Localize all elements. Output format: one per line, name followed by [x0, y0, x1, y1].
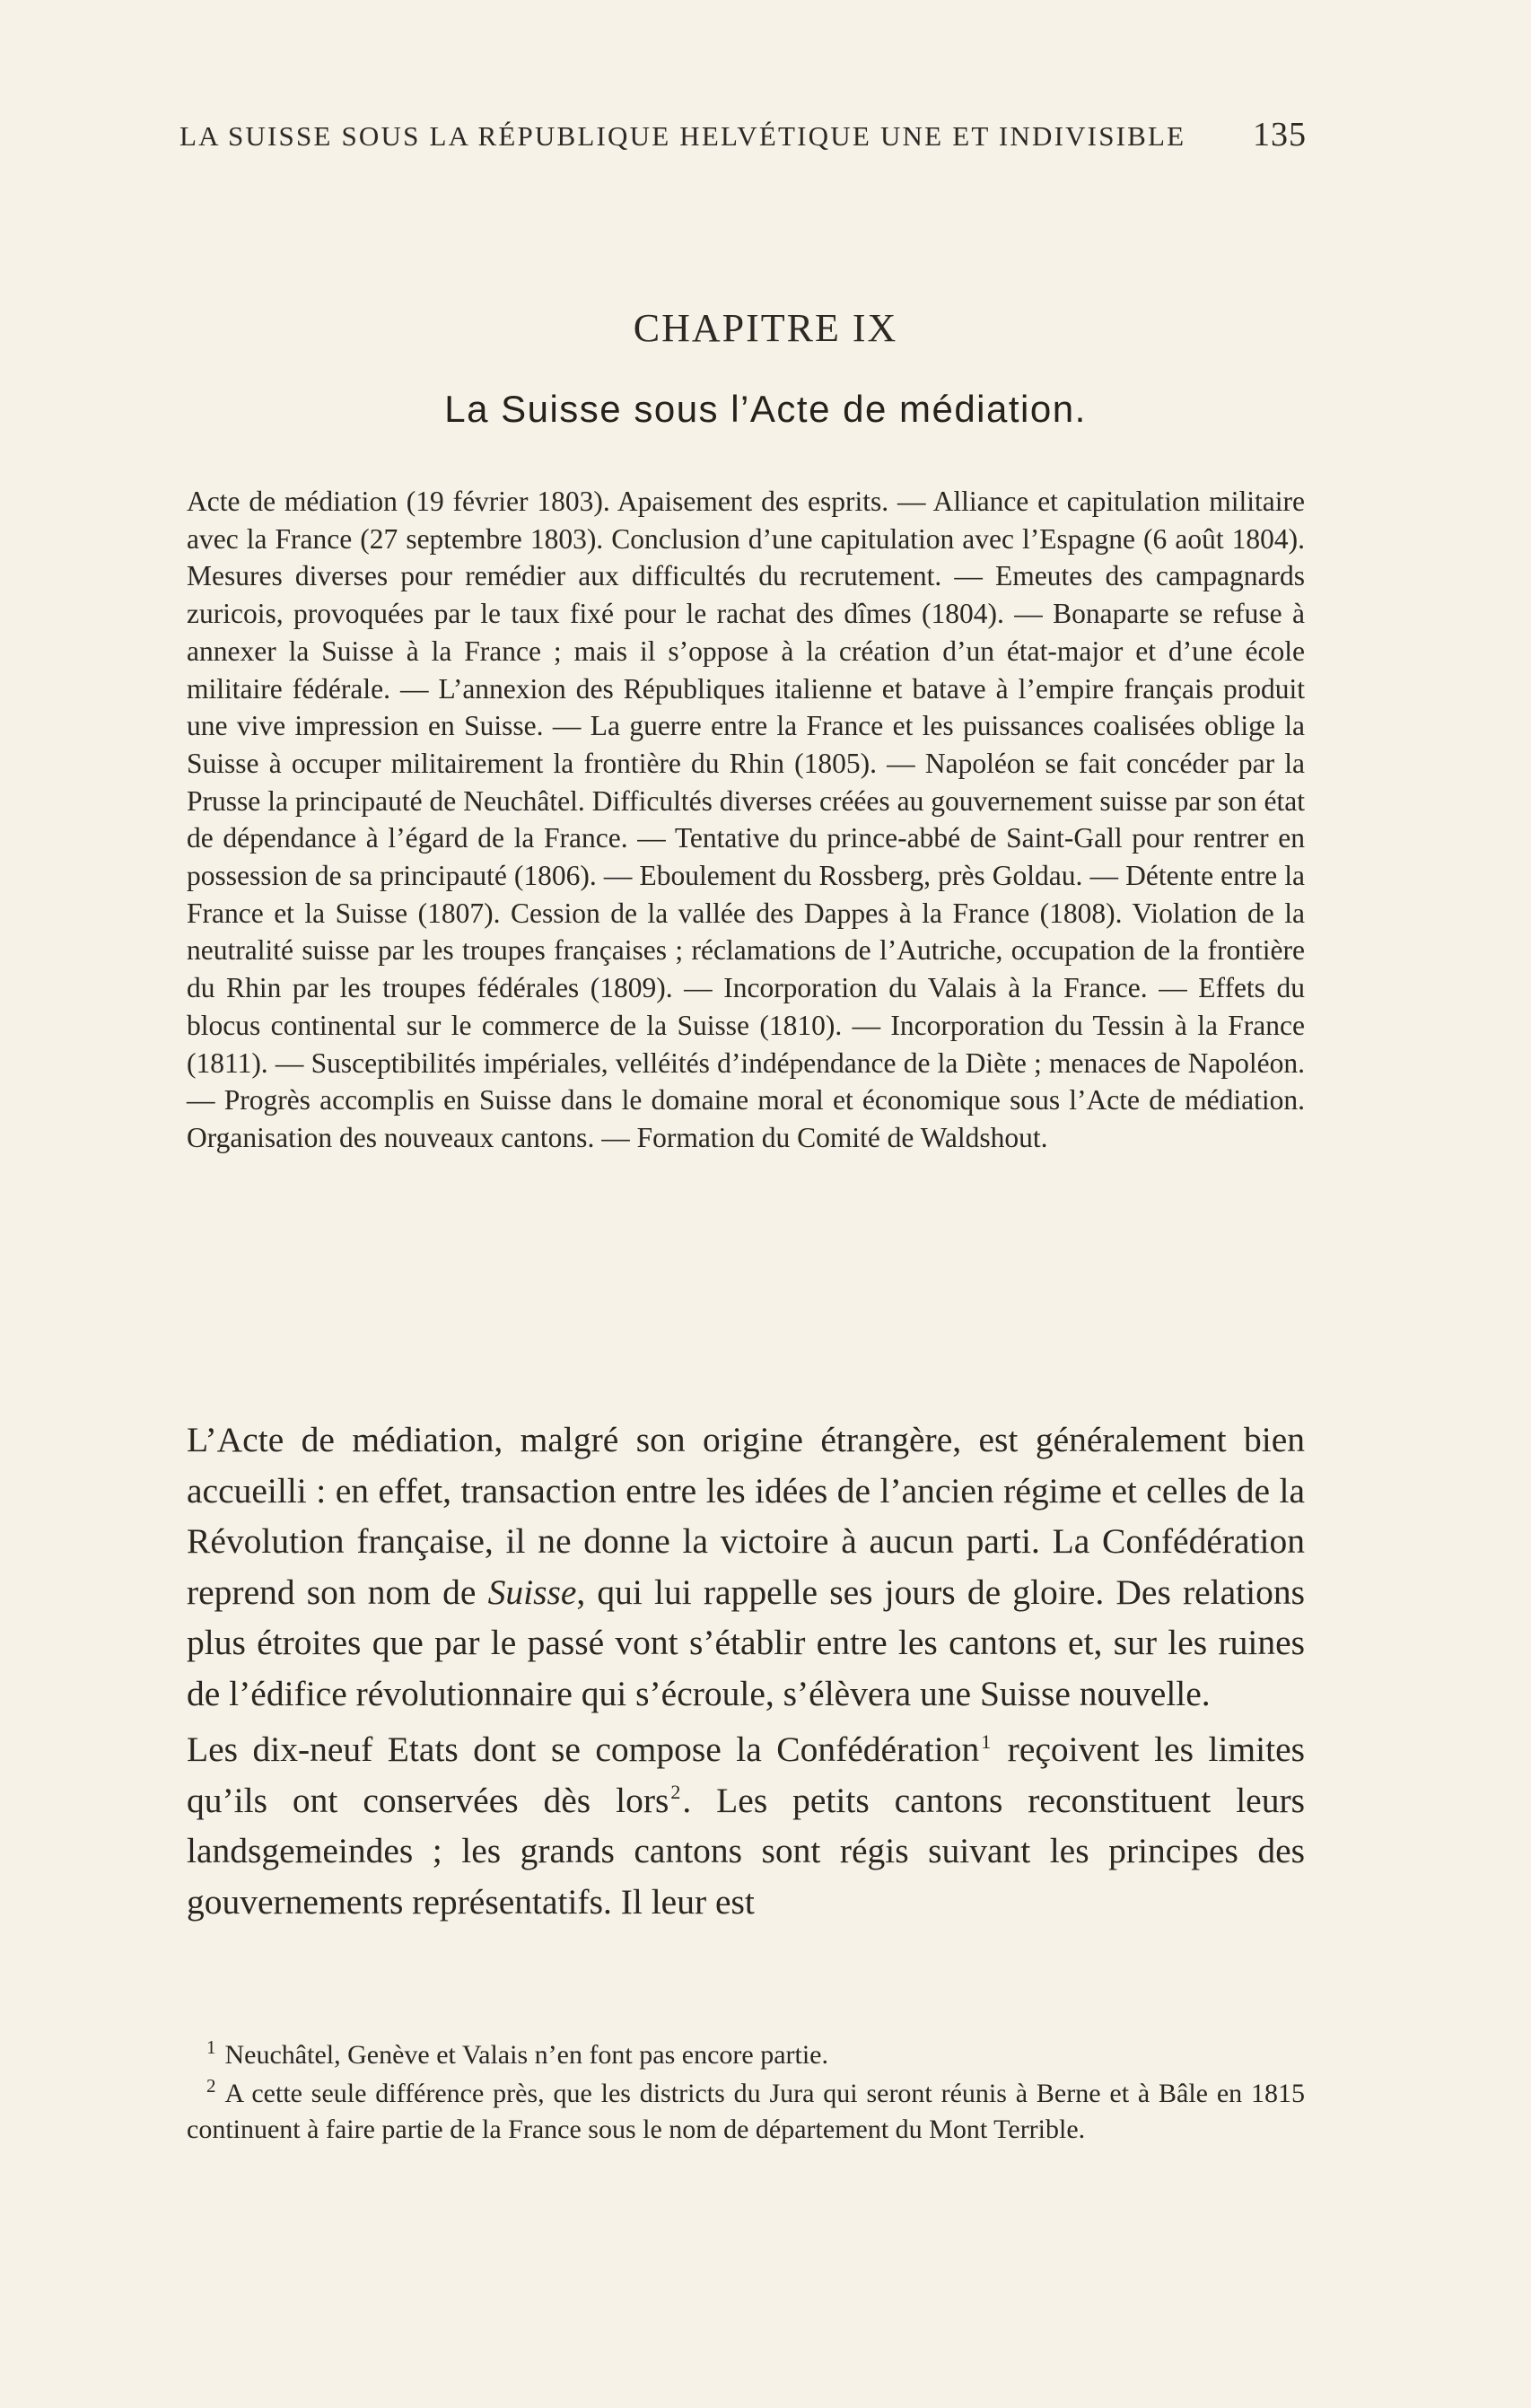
body-paragraph-2-part-2: reçoivent les limites qu’ils ont conservées dès lors [187, 1729, 1305, 1820]
body-paragraph-2 [187, 1724, 1305, 1927]
body-paragraph-1-end: , qui lui rappelle ses jours de gloire. Des relations plus étroites que par le passé vont s’établir entre les cantons et, sur les ruines de l’édifice révolutionnaire qui s’écroule, s’élèvera une Suisse nouvelle. [187, 1572, 1306, 1713]
footnote-1: 1 Neuchâtel, Genève et Valais n’en font pas encore partie. [206, 2036, 828, 2070]
body-text [187, 1414, 1305, 1927]
chapter-summary: Acte de médiation (19 février 1803). Apaisement des esprits. — Alliance et capitulation militaire avec la France (27 septembre 1803). Conclusion d’une capitulation avec l’Espagne (6 août 1804). Mesures diverses pour remédier aux difficultés du recrutement. — Emeutes des campagnards zuricois, provoquées par le taux fixé pour le rachat des dîmes (1804). — Bonaparte se refuse à annexer la Suisse à la France ; mais il s’oppose à la création d’un état-major et d’une école militaire fédérale. — L’annexion des Républiques italienne et batave à l’empire français produit une vive impression en Suisse. — La guerre entre la France et les puissances coalisées oblige la Suisse à occuper militairement la frontière du Rhin (1805). — Napoléon se fait concéder par la Prusse la principauté de Neuchâtel. Difficultés diverses créées au gouvernement suisse par son état de dépendance à l’égard de la France. — Tentative du prince-abbé de Saint-Gall pour rentrer en possession de sa principauté (1806). — Eboulement du Rossberg, près Goldau. — Détente entre la France et la Suisse (1807). Cession de la vallée des Dappes à la France (1808). Violation de la neutralité suisse par les troupes françaises ; réclamations de l’Autriche, occupation de la frontière du Rhin par les troupes fédérales (1809). — Incorporation du Valais à la France. — Effets du blocus continental sur le commerce de la Suisse (1810). — Incorporation du Tessin à la France (1811). — Susceptibilités impériales, velléités d’indépendance de la Diète ; menaces de Napoléon. — Progrès accomplis en Suisse dans le domaine moral et économique sous l’Acte de médiation. Organisation des nouveaux cantons. — Formation du Comité de Waldshout. [187, 486, 1305, 1153]
footnotes [187, 2037, 1305, 2150]
running-title: LA SUISSE SOUS LA RÉPUBLIQUE HELVÉTIQUE UNE ET INDIVISIBLE [179, 120, 1186, 152]
footnote-2: 2 A cette seule différence près, que les districts du Jura qui seront réunis à Berne et à Bâle en 1815 continuent à faire partie de la France sous le nom de département du Mont Terrible. [187, 2074, 1305, 2144]
body-paragraph-2-part-3: . Les petits cantons reconstituent leurs landsgemeindes ; les grands cantons sont régis suivant les principes des gouvernements représentatifs. Il leur est [187, 1780, 1305, 1922]
italic-word-suisse: Suisse [487, 1572, 577, 1612]
footnote-2-text: A cette seule différence près, que les districts du Jura qui seront réunis à Berne et à Bâle en 1815 continuent à faire partie de la France sous le nom de département du Mont Terrible. [187, 2078, 1305, 2144]
body-paragraph-1-start: L’Acte de médiation, malgré son origine étrangère, est généralement bien accueilli : en effet, transaction entre les idées de l’ancien régime et celles de la Révolution française, il ne donne la victoire à aucun parti. La Confédération reprend son nom de [187, 1420, 1305, 1612]
body-paragraph-1 [187, 1414, 1305, 1719]
footnote-reference-1[interactable]: 1 [981, 1729, 992, 1753]
page-number: 135 [1253, 116, 1307, 153]
footnote-1-text: Neuchâtel, Genève et Valais n’en font pas encore partie. [224, 2040, 828, 2070]
chapter-number: CHAPITRE IX [633, 306, 898, 350]
running-head [179, 115, 1307, 154]
body-paragraph-2-part-1: Les dix-neuf Etats dont se compose la Confédération [187, 1729, 980, 1769]
footnote-reference-2[interactable]: 2 [670, 1781, 681, 1804]
chapter-title: La Suisse sous l’Acte de médiation. [444, 388, 1087, 430]
